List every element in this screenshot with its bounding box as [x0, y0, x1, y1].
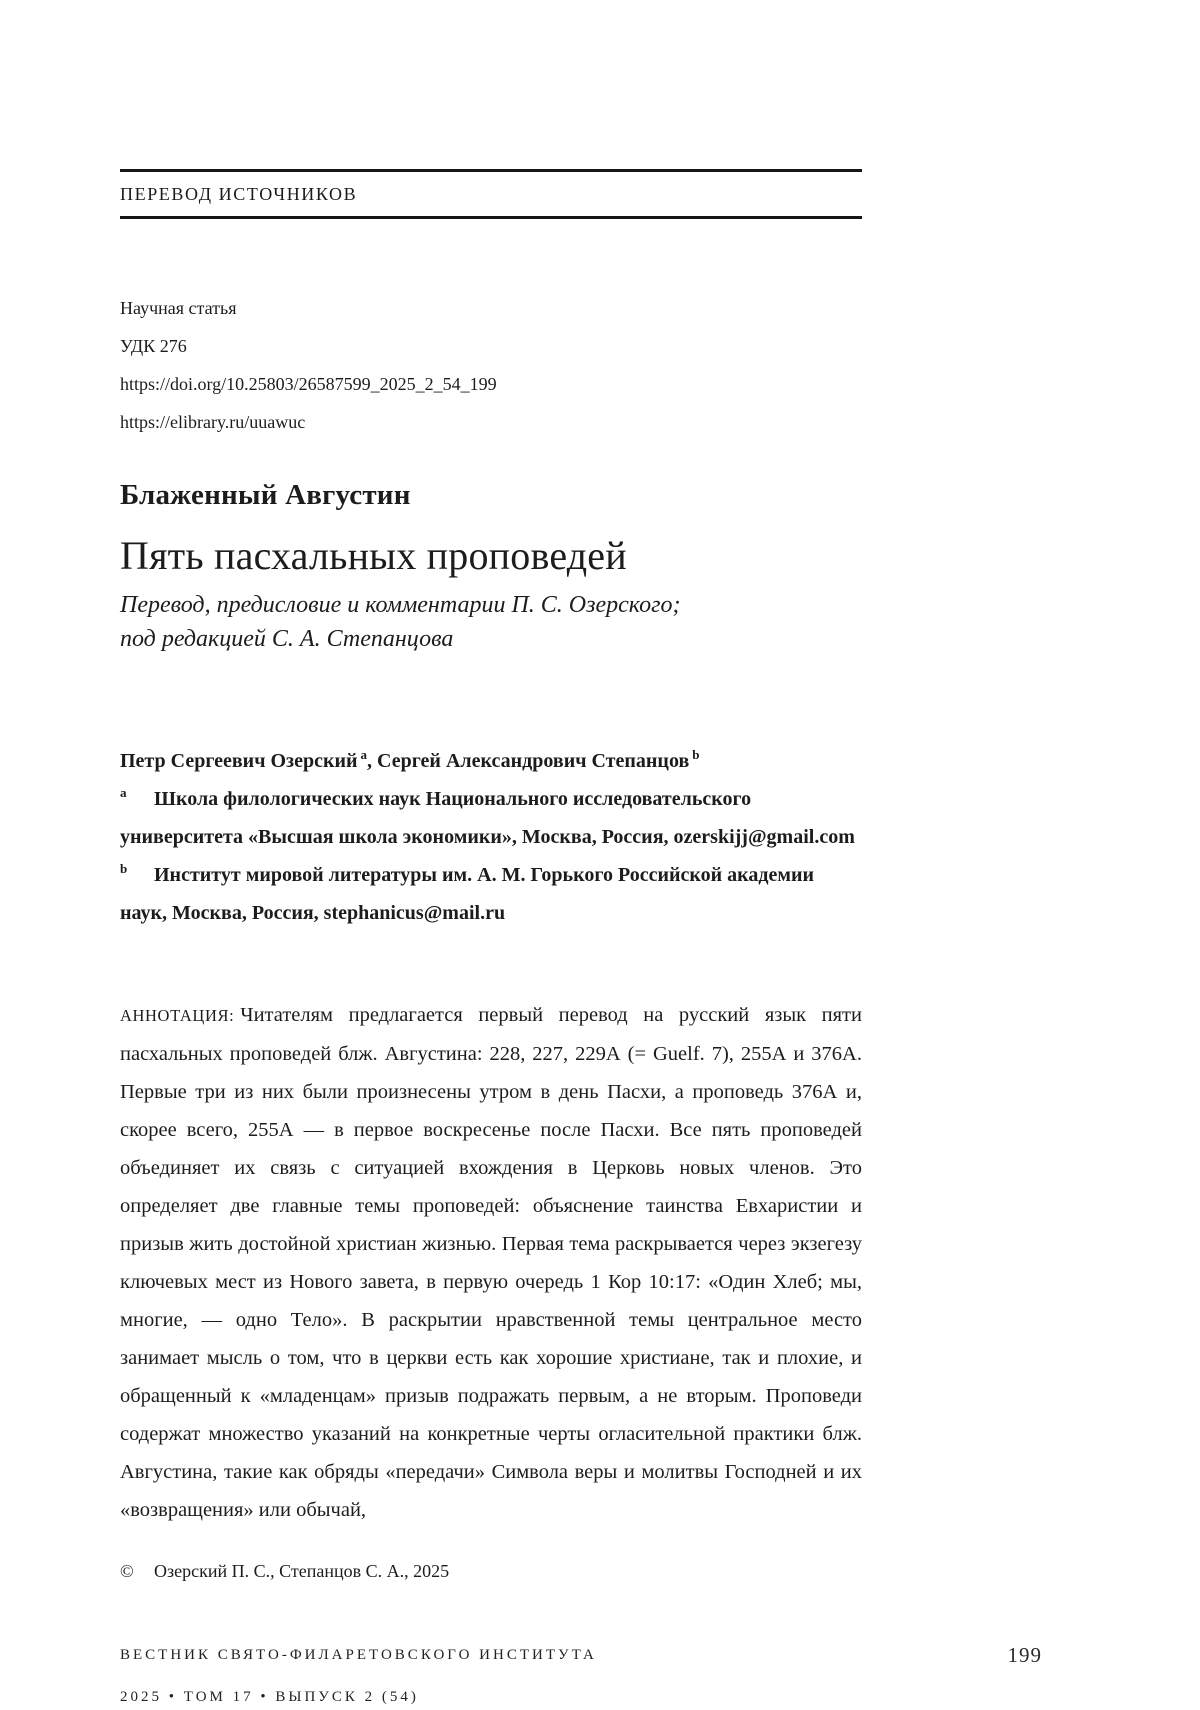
author-name: Петр Сергеевич Озерский: [120, 750, 358, 772]
abstract-text: Читателям предлагается первый перевод на русский язык пяти пасхальных проповедей блж. Августина: 228, 227, 229А (= Guelf. 7), 255А и 376А. Первые три из них были произнесены утром в день Пасхи, а проповедь 376А и, скорее всего, 255А — в первое воскресенье после Пасхи. Все пять проповедей объединяет их связь с ситуацией вхождения в Церковь новых членов. Это определяет две главные темы проповедей: объяснение таинства Евхаристии и призыв жить достойной христиан жизнью. Первая тема раскрывается через экзегезу ключевых мест из Нового завета, в первую очередь 1 Кор 10:17: «Один Хлеб; мы, многие, — одно Тело». В раскрытии нравственной темы центральное место занимает мысль о том, что в церкви есть как хорошие христиане, так и плохие, и обращенный к «младенцам» призыв подражать первым, а не вторым. Проповеди содержат множество указаний на конкретные черты огласительной практики блж. Августина, такие как обряды «передачи» Символа веры и молитвы Господней и их «возвращения» или обычай,: [120, 1004, 862, 1521]
article-subtitle-line: Перевод, предисловие и комментарии П. С. Озерского;: [120, 592, 681, 618]
copyright-text: Озерский П. С., Степанцов С. А., 2025: [154, 1561, 450, 1581]
affiliation: $^b$ Институт мировой литературы им. А. М. Горького Российской академии наук, Москва, Россия, stephanicus@mail.ru: [120, 861, 815, 924]
journal-issue: 2025 • ТОМ 17 • ВЫПУСК 2 (54): [120, 1689, 419, 1705]
article-subtitle-line: под редакцией С. А. Степанцова: [120, 626, 454, 652]
author-name: Сергей Александрович Степанцов: [377, 750, 690, 772]
authors-block: [120, 742, 862, 932]
journal-title: ВЕСТНИК СВЯТО-ФИЛАРЕТОВСКОГО ИНСТИТУТА: [120, 1647, 597, 1663]
footer-journal-block: [120, 1634, 597, 1710]
article-type-label: Научная статья: [120, 298, 237, 318]
article-meta: [120, 289, 862, 441]
footer: [120, 1634, 1042, 1710]
affiliation: $^a$ Школа филологических наук Национального исследовательского университета «Высшая школа экономики», Москва, Россия, ozerskijj@gmail.com: [120, 785, 855, 848]
article-subtitle: [120, 588, 862, 656]
page-number: 199: [1007, 1643, 1042, 1667]
elibrary-link[interactable]: https://elibrary.ru/uuawuc: [120, 412, 306, 432]
article-title: Пять пасхальных проповедей: [120, 533, 627, 578]
work-author: Блаженный Августин: [120, 479, 411, 511]
affiliation-text: Школа филологических наук Национального исследовательского университета «Высшая школа экономики», Москва, Россия, ozerskijj@gmail.com: [120, 788, 855, 848]
author-marker: b: [692, 747, 700, 763]
copyright-line: [120, 1561, 862, 1582]
udc-label: УДК 276: [120, 336, 187, 356]
authors-line: [120, 742, 862, 780]
header-rule-bottom: [120, 216, 862, 219]
content-column: [120, 169, 862, 1582]
abstract-label: АННОТАЦИЯ:: [120, 1006, 235, 1025]
author-separator: ,: [367, 750, 378, 772]
author-marker: a: [360, 747, 368, 763]
doi-link[interactable]: https://doi.org/10.25803/26587599_2025_2_54_199: [120, 374, 497, 394]
affiliation-text: Институт мировой литературы им. А. М. Горького Российской академии наук, Москва, Россия, stephanicus@mail.ru: [120, 864, 815, 924]
abstract: [120, 996, 862, 1529]
copyright-symbol: ©: [120, 1561, 134, 1581]
section-header-label: ПЕРЕВОД ИСТОЧНИКОВ: [120, 184, 358, 204]
